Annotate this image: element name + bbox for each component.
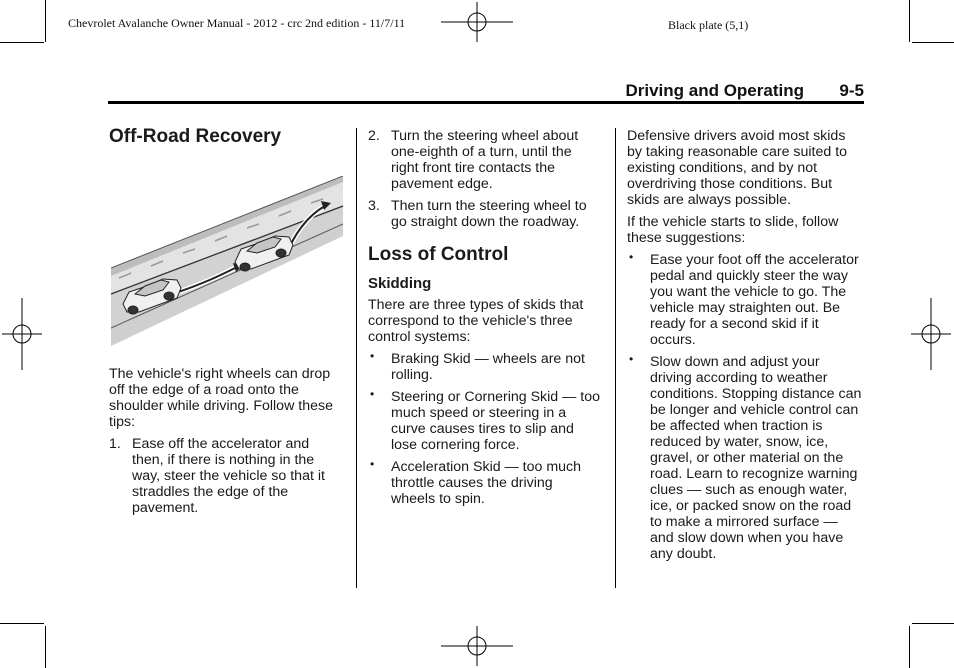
bullet-marker: • xyxy=(370,349,375,363)
step-number: 1. xyxy=(109,436,121,452)
bullet-marker: • xyxy=(370,457,375,471)
heading-loss-of-control: Loss of Control xyxy=(368,244,509,265)
bullet-marker: • xyxy=(629,352,634,366)
bullet-text: Braking Skid — wheels are not rolling. xyxy=(391,351,585,383)
header-rule xyxy=(108,101,864,104)
bullet-text: Ease your foot off the accelerator pedal and quickly steer the way you want the vehicle to go. The vehicle may straighten out. Be ready for a second skid if it occurs. xyxy=(650,252,859,348)
heading-off-road-recovery: Off-Road Recovery xyxy=(109,126,282,147)
section-title: Driving and Operating xyxy=(625,81,804,100)
bullet-text: Acceleration Skid — too much throttle causes the driving wheels to spin. xyxy=(391,459,582,507)
step-text: Then turn the steering wheel to go straight down the roadway. xyxy=(391,198,587,230)
slide-suggestions-intro: If the vehicle starts to slide, follow these suggestions: xyxy=(627,214,839,246)
subheading-skidding: Skidding xyxy=(368,275,432,292)
skid-type-item xyxy=(368,351,600,383)
suggestion-item xyxy=(627,354,863,562)
defensive-drivers-paragraph: Defensive drivers avoid most skids by taking reasonable care suited to existing conditions, and by not overdriving those conditions. But skids are always possible. xyxy=(627,128,848,208)
column-1 xyxy=(109,126,341,148)
registration-mark-bottom xyxy=(441,626,513,666)
section-header xyxy=(108,78,864,100)
column-3 xyxy=(627,128,863,568)
step-text: Ease off the accelerator and then, if there is nothing in the way, steer the vehicle so that it straddles the edge of the pavement. xyxy=(132,436,325,516)
column-divider xyxy=(356,128,357,588)
off-road-intro: The vehicle's right wheels can drop off the edge of a road onto the shoulder while driving. Follow these tips: xyxy=(109,366,333,430)
bullet-text: Slow down and adjust your driving according to weather conditions. Stopping distance can be longer and vehicle control can be affected when traction is reduced by water, snow, ice, gravel, or other material on the road. Learn to recognize warning clues — such as enough water, ice, or packed snow on the road to make a mirrored surface — and slow down when you have any doubt. xyxy=(650,354,862,562)
suggestion-item xyxy=(627,252,863,348)
print-header-left: Chevrolet Avalanche Owner Manual - 2012 - crc 2nd edition - 11/7/11 xyxy=(68,16,406,30)
off-road-recovery-illustration xyxy=(111,176,343,350)
skid-type-item xyxy=(368,389,600,453)
step-number: 3. xyxy=(368,198,380,214)
bullet-marker: • xyxy=(629,250,634,264)
step-number: 2. xyxy=(368,128,380,144)
registration-mark-left xyxy=(2,298,42,370)
registration-mark-top xyxy=(441,2,513,42)
step-text: Turn the steering wheel about one-eighth of a turn, until the right front tire contacts the pavement edge. xyxy=(391,128,579,192)
column-divider xyxy=(615,128,616,588)
skid-type-item xyxy=(368,459,600,507)
off-road-step-3 xyxy=(368,198,600,230)
off-road-step-1 xyxy=(109,436,343,516)
column-1-text xyxy=(109,366,343,522)
bullet-text: Steering or Cornering Skid — too much speed or steering in a curve causes tires to slip and lose cornering force. xyxy=(391,389,600,453)
skidding-intro: There are three types of skids that correspond to the vehicle's three control systems: xyxy=(368,297,584,345)
bullet-marker: • xyxy=(370,387,375,401)
column-2 xyxy=(368,128,600,513)
page-number: 9-5 xyxy=(839,81,864,100)
off-road-step-2 xyxy=(368,128,600,192)
registration-mark-right xyxy=(911,298,951,370)
print-header-right: Black plate (5,1) xyxy=(668,18,749,32)
